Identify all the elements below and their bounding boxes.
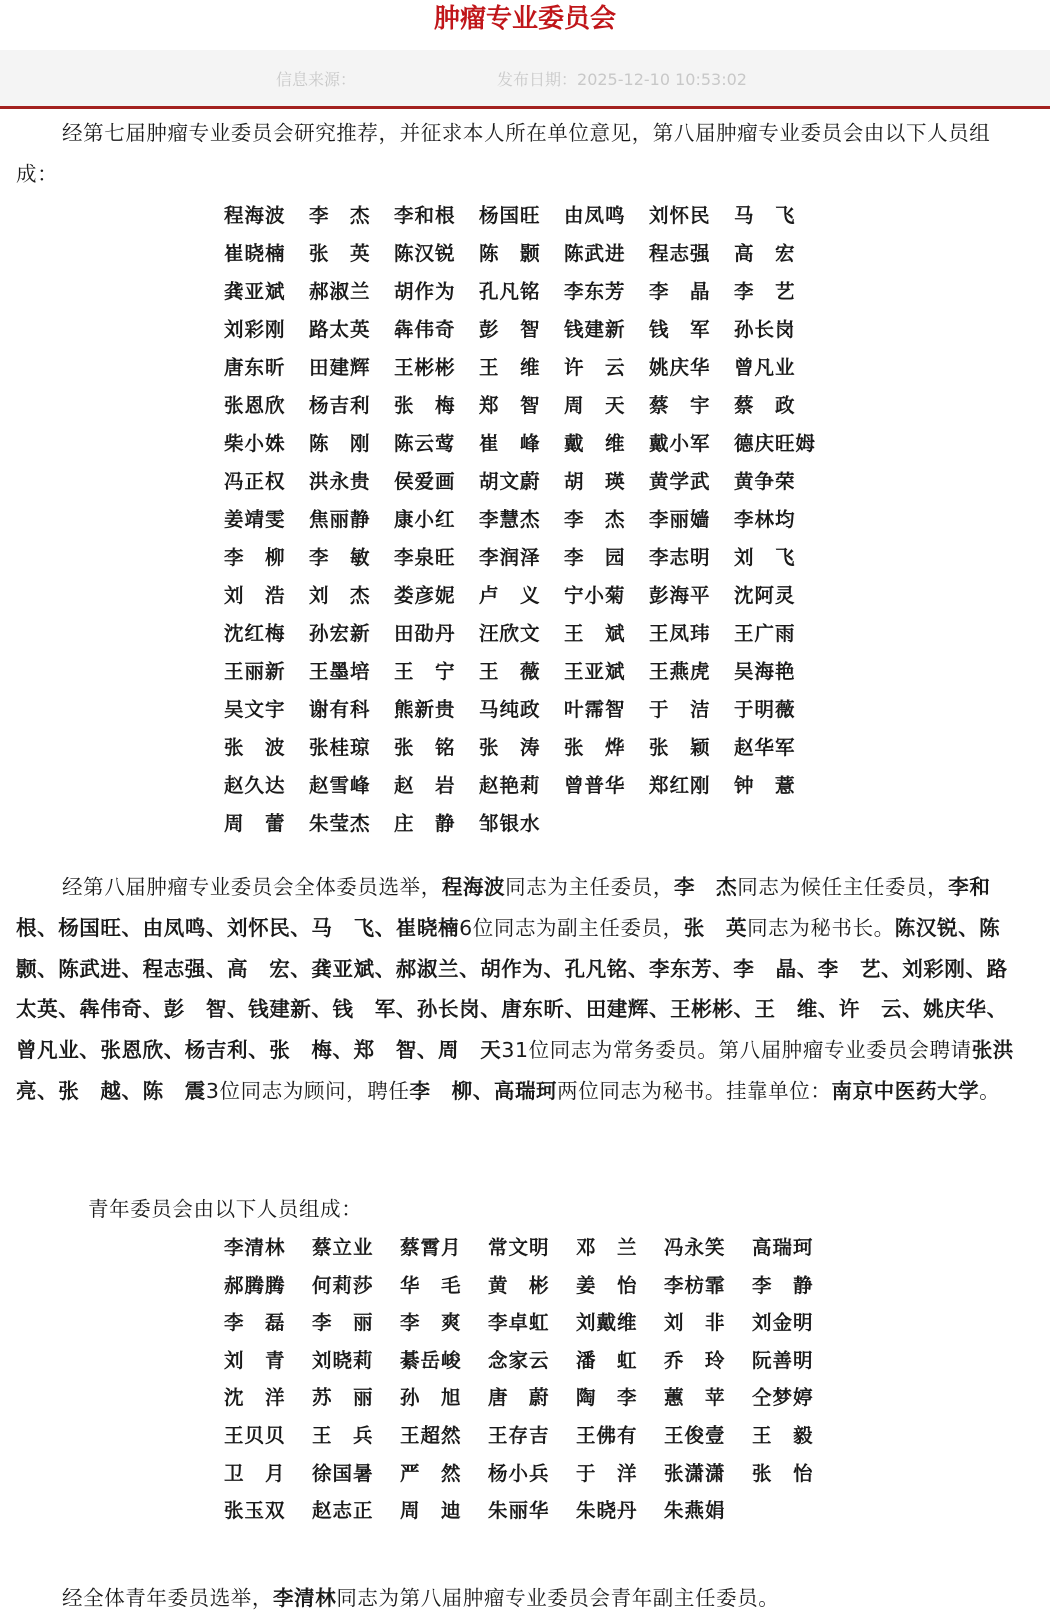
member-name: 苏 丽 — [312, 1386, 374, 1410]
member-name: 王彬彬 — [394, 356, 456, 379]
member-name: 蔡霄月 — [400, 1236, 462, 1259]
member-name: 杨国旺 — [479, 204, 541, 227]
member-name: 刘晓莉 — [312, 1348, 374, 1372]
member-name: 陈汉锐 — [394, 242, 456, 265]
member-name: 德庆旺姆 — [734, 432, 817, 455]
member-name: 李 丽 — [312, 1311, 374, 1335]
source-info — [276, 67, 356, 90]
member-name: 彭 智 — [479, 318, 541, 341]
member-name: 马 飞 — [734, 204, 796, 227]
member-name: 刘戴维 — [576, 1311, 638, 1335]
member-name: 李卓虹 — [488, 1311, 550, 1335]
member-name: 刘彩刚 — [224, 318, 286, 341]
member-name: 李志明 — [649, 546, 711, 569]
member-name: 王 维 — [479, 356, 541, 379]
member-name: 宁小菊 — [564, 584, 626, 607]
member-name: 李 敏 — [309, 546, 371, 569]
election-text: 3位同志为顾问，聘任 — [205, 1078, 410, 1103]
member-name: 常文明 — [488, 1236, 550, 1259]
member-name: 熊新贵 — [394, 698, 456, 721]
member-name: 田劭丹 — [394, 622, 456, 645]
member-name: 沈阿灵 — [734, 584, 796, 607]
member-name: 邹银水 — [479, 812, 541, 835]
member-name: 严 然 — [400, 1461, 462, 1485]
member-name: 李 杰 — [309, 204, 371, 227]
youth-election-text: 经全体青年委员选举， — [62, 1586, 273, 1610]
member-name: 赵志正 — [312, 1499, 374, 1523]
member-name: 刘 浩 — [224, 584, 286, 607]
member-name: 郝腾腾 — [224, 1273, 286, 1297]
member-name: 何莉莎 — [312, 1273, 374, 1297]
member-name: 王 斌 — [564, 622, 626, 645]
secretary-general-name: 张 英 — [683, 915, 748, 940]
member-name: 刘 杰 — [309, 584, 371, 607]
member-name: 彭海平 — [649, 584, 711, 607]
member-name: 李 艺 — [734, 280, 796, 303]
member-name: 张 梅 — [394, 394, 456, 417]
member-name: 朱燕娟 — [664, 1499, 726, 1523]
member-name: 张潇潇 — [664, 1461, 726, 1485]
member-name: 华 毛 — [400, 1273, 462, 1297]
member-name: 李 磊 — [224, 1311, 286, 1335]
member-name: 孙宏新 — [309, 622, 371, 645]
date-label: 发布日期： — [497, 70, 578, 89]
member-name: 李润泽 — [479, 546, 541, 569]
member-name: 张恩欣 — [224, 394, 286, 417]
member-name: 沈红梅 — [224, 622, 286, 645]
member-name: 王 毅 — [752, 1423, 814, 1447]
member-name: 高瑞珂 — [752, 1236, 814, 1259]
member-name: 刘怀民 — [649, 204, 711, 227]
member-name: 李林均 — [734, 508, 796, 531]
member-name: 潘 虹 — [576, 1348, 638, 1372]
member-name: 崔晓楠 — [224, 242, 286, 265]
member-name: 张 涛 — [479, 736, 541, 759]
page-title: 肿瘤专业委员会 — [433, 4, 616, 34]
member-name: 于明薇 — [734, 698, 796, 721]
intro-paragraph: 经第七届肿瘤专业委员会研究推荐，并征求本人所在单位意见，第八届肿瘤专业委员会由以下人员组成： — [16, 121, 991, 186]
member-name: 张 烨 — [564, 736, 626, 759]
vice-director-names: 李和根、杨国旺、由凤鸣、刘怀民、马 飞、崔晓楠 — [16, 875, 991, 940]
member-name: 李慧杰 — [479, 508, 541, 531]
member-name: 王贝贝 — [224, 1423, 286, 1447]
member-name: 娄彦妮 — [394, 584, 456, 607]
member-name: 周 蕾 — [224, 812, 286, 835]
member-name: 姜靖雯 — [224, 508, 286, 531]
member-name: 周 迪 — [400, 1499, 462, 1523]
member-name: 王 兵 — [312, 1423, 374, 1447]
secretary-names: 李 柳、高瑞珂 — [409, 1078, 558, 1103]
member-name: 王 薇 — [479, 660, 541, 683]
election-text: 同志为候任主任委员， — [737, 875, 949, 899]
member-name: 张 铭 — [394, 736, 456, 759]
member-name: 沈 洋 — [224, 1386, 286, 1410]
member-name: 朱莹杰 — [309, 812, 371, 835]
member-name: 郑 智 — [479, 394, 541, 417]
date-value: 2025-12-10 10:53:02 — [577, 70, 747, 89]
director-elect-name: 李 杰 — [673, 875, 738, 899]
member-name: 姚庆华 — [649, 356, 711, 379]
member-name: 朱晓丹 — [576, 1499, 638, 1523]
member-name: 马纯政 — [479, 698, 541, 721]
member-name: 路太英 — [309, 318, 371, 341]
member-name: 吴文宇 — [224, 698, 286, 721]
member-name: 李 柳 — [224, 546, 286, 569]
member-name: 黄学武 — [649, 470, 711, 493]
member-name: 陈云莺 — [394, 432, 456, 455]
member-name: 于 洋 — [576, 1461, 638, 1485]
election-text: 31位同志为常务委员。第八届肿瘤专业委员会聘请 — [501, 1038, 972, 1063]
member-name: 张桂琼 — [309, 736, 371, 759]
election-paragraph — [16, 867, 1022, 1112]
member-name: 李东芳 — [564, 280, 626, 303]
source-label: 信息来源： — [276, 70, 357, 89]
member-name: 崔 峰 — [479, 432, 541, 455]
member-name: 犇伟奇 — [394, 318, 456, 341]
member-name: 徐国暑 — [312, 1461, 374, 1485]
member-name: 庄 静 — [394, 812, 456, 835]
member-name: 焦丽静 — [309, 508, 371, 531]
member-name: 李清林 — [224, 1236, 286, 1259]
member-name: 赵雪峰 — [309, 774, 371, 797]
member-name: 程海波 — [224, 204, 286, 227]
member-name: 康小红 — [394, 508, 456, 531]
member-name: 戴 维 — [564, 432, 626, 455]
election-text: 同志为秘书长。 — [747, 915, 895, 940]
member-name: 于 洁 — [649, 698, 711, 721]
member-name: 赵 岩 — [394, 774, 456, 797]
member-name: 张 颖 — [649, 736, 711, 759]
member-name: 赵艳莉 — [479, 774, 541, 797]
member-name: 戴小军 — [649, 432, 711, 455]
member-name: 黄争荣 — [734, 470, 796, 493]
member-name: 李 晶 — [649, 280, 711, 303]
member-name: 李 园 — [564, 546, 626, 569]
member-name: 郝淑兰 — [309, 280, 371, 303]
header-divider — [0, 106, 1050, 109]
member-name: 冯永笑 — [664, 1236, 726, 1259]
publish-date-info — [497, 67, 747, 90]
election-text: 6位同志为副主任委员， — [459, 915, 684, 940]
member-name: 乔 玲 — [664, 1348, 726, 1372]
member-name: 王广雨 — [734, 622, 796, 645]
member-name: 刘 飞 — [734, 546, 796, 569]
member-name: 田建辉 — [309, 356, 371, 379]
member-name: 程志强 — [649, 242, 711, 265]
member-name: 李 杰 — [564, 508, 626, 531]
member-name: 卢 义 — [479, 584, 541, 607]
member-name: 张玉双 — [224, 1499, 286, 1523]
member-name: 姜 怡 — [576, 1273, 638, 1297]
member-name: 陶 李 — [576, 1386, 638, 1410]
member-name: 唐东昕 — [224, 356, 286, 379]
member-name: 赵华军 — [734, 736, 796, 759]
member-name: 李泉旺 — [394, 546, 456, 569]
member-name: 谢有科 — [309, 698, 371, 721]
meta-bar — [0, 50, 1050, 106]
member-name: 孙长岗 — [734, 318, 796, 341]
member-name: 念家云 — [488, 1348, 550, 1372]
member-name: 钟 薏 — [734, 774, 796, 797]
member-name: 张 英 — [309, 242, 371, 265]
member-name: 陈武进 — [564, 242, 626, 265]
member-name: 王凤玮 — [649, 622, 711, 645]
member-name: 阮善明 — [752, 1348, 814, 1372]
member-name: 赵久达 — [224, 774, 286, 797]
member-name: 卫 月 — [224, 1461, 286, 1485]
member-name: 汪欣文 — [479, 622, 541, 645]
member-name: 陈 刚 — [309, 432, 371, 455]
member-name: 陈 颢 — [479, 242, 541, 265]
election-text: 经第八届肿瘤专业委员会全体委员选举， — [62, 875, 442, 899]
member-name: 王燕虎 — [649, 660, 711, 683]
election-text: 同志为主任委员， — [505, 875, 674, 899]
member-name: 李枋霏 — [664, 1273, 726, 1297]
member-name: 龚亚斌 — [224, 280, 286, 303]
member-name: 刘 非 — [664, 1311, 726, 1335]
member-name: 胡作为 — [394, 280, 456, 303]
member-name: 王墨培 — [309, 660, 371, 683]
member-name: 钱建新 — [564, 318, 626, 341]
member-name: 王超然 — [400, 1423, 462, 1447]
member-name: 由凤鸣 — [564, 204, 626, 227]
member-name: 杨小兵 — [488, 1461, 550, 1485]
standing-member-names: 陈汉锐、陈 颢、陈武进、程志强、高 宏、龚亚斌、郝淑兰、胡作为、孔凡铭、李东芳、李 晶、李 艺、刘彩刚、路太英、犇伟奇、彭 智、钱建新、钱 军、孙长岗、唐东昕、田建辉、王彬彬、王 维、许 云、姚庆华、曾凡业、张恩欣、杨吉利、张 梅、郑 智、周 天 — [16, 915, 1022, 1063]
member-name: 仝梦婷 — [752, 1386, 814, 1410]
member-name: 李 静 — [752, 1273, 814, 1297]
member-name: 曾普华 — [564, 774, 626, 797]
member-name: 柴小姝 — [224, 432, 286, 455]
member-name: 綦岳峻 — [400, 1348, 462, 1372]
director-name: 程海波 — [441, 875, 506, 899]
member-name: 刘金明 — [752, 1311, 814, 1335]
member-name: 高 宏 — [734, 242, 796, 265]
member-name: 唐 蔚 — [488, 1386, 550, 1410]
member-name: 蔡立业 — [312, 1236, 374, 1259]
member-name: 蔡 宇 — [649, 394, 711, 417]
member-name: 冯正权 — [224, 470, 286, 493]
member-name: 钱 军 — [649, 318, 711, 341]
member-name: 侯爱画 — [394, 470, 456, 493]
election-text: 。 — [979, 1078, 1001, 1103]
member-name: 王佛有 — [576, 1423, 638, 1447]
youth-election-text: 同志为第八届肿瘤专业委员会青年副主任委员。 — [336, 1586, 780, 1610]
member-name: 张 波 — [224, 736, 286, 759]
member-name: 许 云 — [564, 356, 626, 379]
host-unit-name: 南京中医药大学 — [831, 1078, 980, 1103]
youth-vice-director-name: 李清林 — [273, 1586, 337, 1610]
member-name: 胡文蔚 — [479, 470, 541, 493]
member-name: 蔡 政 — [734, 394, 796, 417]
youth-election-paragraph — [16, 1584, 1016, 1612]
member-name: 周 天 — [564, 394, 626, 417]
member-name: 蕙 苹 — [664, 1386, 726, 1410]
member-name: 张 怡 — [752, 1461, 814, 1485]
member-name: 邓 兰 — [576, 1236, 638, 1259]
member-name: 王丽新 — [224, 660, 286, 683]
election-text: 两位同志为秘书。挂靠单位： — [557, 1078, 832, 1103]
member-name: 李和根 — [394, 204, 456, 227]
member-name: 郑红刚 — [649, 774, 711, 797]
member-name: 王 宁 — [394, 660, 456, 683]
advisor-names: 张洪亮、张 越、陈 震 — [16, 1038, 1014, 1103]
member-name: 孔凡铭 — [479, 280, 541, 303]
member-name: 黄 彬 — [488, 1273, 550, 1297]
member-name: 李 爽 — [400, 1311, 462, 1335]
member-name: 胡 瑛 — [564, 470, 626, 493]
member-name: 吴海艳 — [734, 660, 796, 683]
member-name: 王俊壹 — [664, 1423, 726, 1447]
member-name: 李丽嫱 — [649, 508, 711, 531]
member-name: 叶霈智 — [564, 698, 626, 721]
member-name: 洪永贵 — [309, 470, 371, 493]
member-name: 朱丽华 — [488, 1499, 550, 1523]
youth-committee-intro: 青年委员会由以下人员组成： — [88, 1197, 363, 1221]
member-name: 王存吉 — [488, 1423, 550, 1447]
member-name: 杨吉利 — [309, 394, 371, 417]
member-name: 曾凡业 — [734, 356, 796, 379]
member-name: 王亚斌 — [564, 660, 626, 683]
member-name: 刘 青 — [224, 1348, 286, 1372]
member-name: 孙 旭 — [400, 1386, 462, 1410]
